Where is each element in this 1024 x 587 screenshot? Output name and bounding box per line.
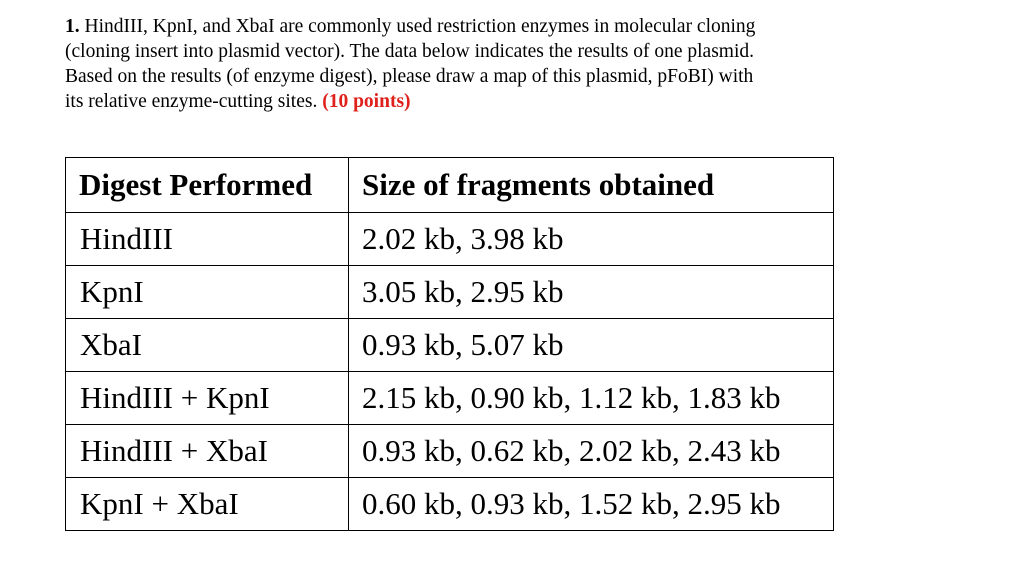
table-header-row [66,158,834,213]
table-row [66,372,834,425]
question-line-4-text: its relative enzyme-cutting sites. [65,91,323,112]
question-line-2: (cloning insert into plasmid vector). The data below indicates the results of one plasmid. [65,41,755,62]
digest-cell: HindIII + XbaI [66,425,349,478]
table-row [66,478,834,531]
question-text [65,14,895,114]
question-line-1-text: HindIII, KpnI, and XbaI are commonly used restriction enzymes in molecular cloning [79,16,756,37]
table-row [66,319,834,372]
digest-cell: KpnI + XbaI [66,478,349,531]
table-row [66,266,834,319]
header-fragment-sizes: Size of fragments obtained [349,158,834,213]
fragments-cell: 2.15 kb, 0.90 kb, 1.12 kb, 1.83 kb [349,372,834,425]
question-line-4 [65,89,895,114]
fragments-cell: 0.93 kb, 0.62 kb, 2.02 kb, 2.43 kb [349,425,834,478]
question-number: 1. [65,16,80,37]
digest-cell: XbaI [66,319,349,372]
fragments-cell: 0.60 kb, 0.93 kb, 1.52 kb, 2.95 kb [349,478,834,531]
question-line-1 [65,14,895,39]
question-line-3: Based on the results (of enzyme digest), please draw a map of this plasmid, pFoBI) with [65,66,754,87]
table-row [66,213,834,266]
digest-cell: HindIII [66,213,349,266]
header-digest-performed: Digest Performed [66,158,349,213]
fragments-cell: 2.02 kb, 3.98 kb [349,213,834,266]
table-row [66,425,834,478]
digest-cell: HindIII + KpnI [66,372,349,425]
fragments-cell: 3.05 kb, 2.95 kb [349,266,834,319]
digest-results-table [65,157,834,531]
points-label: (10 points) [322,91,411,112]
fragments-cell: 0.93 kb, 5.07 kb [349,319,834,372]
digest-cell: KpnI [66,266,349,319]
